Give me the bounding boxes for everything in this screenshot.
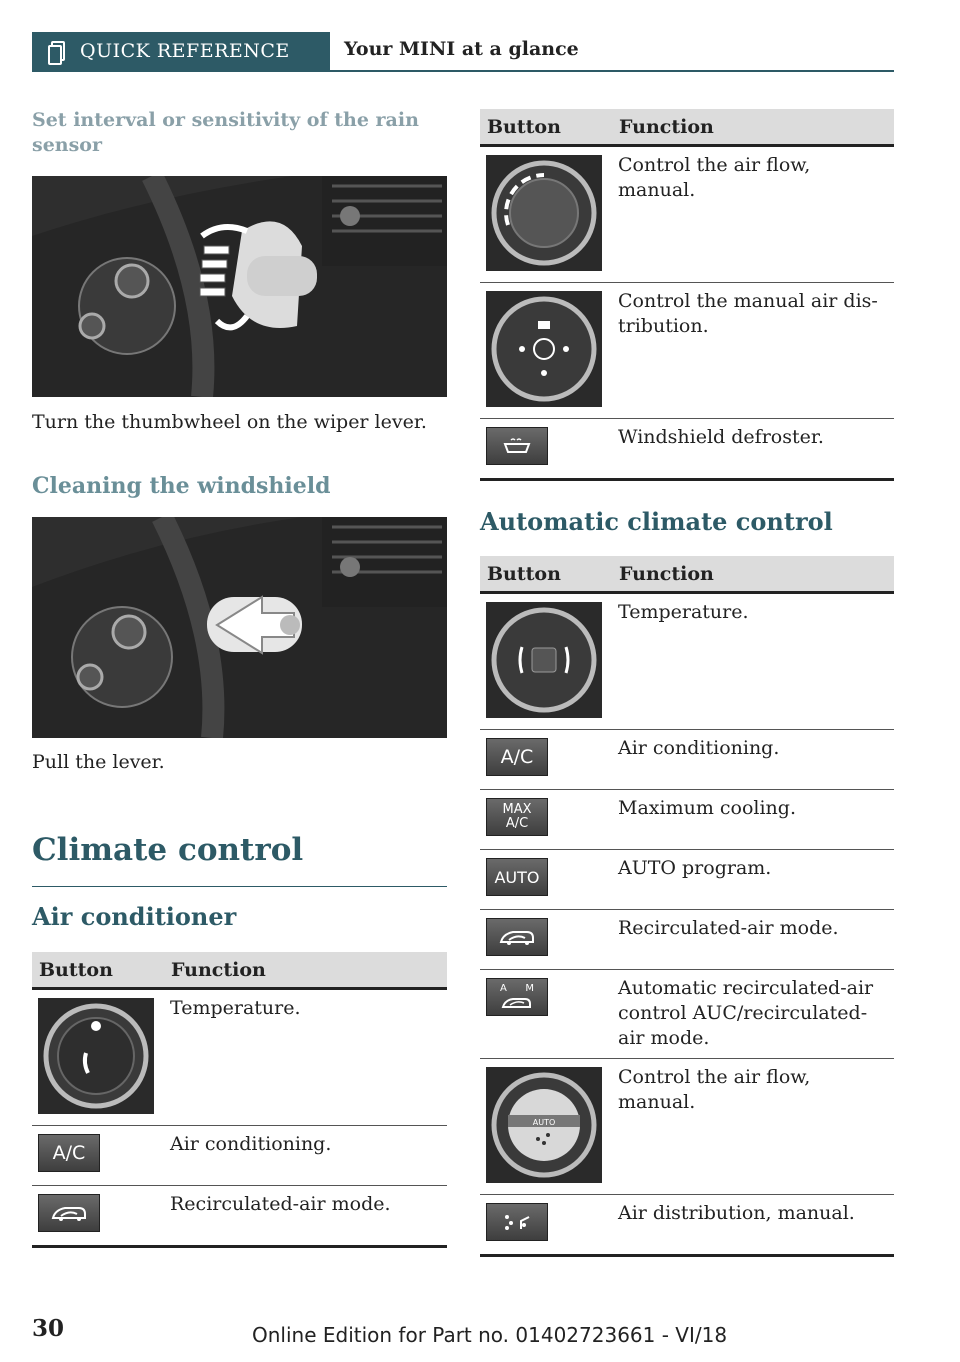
fn-line: tribution. [618,315,709,337]
section-tab-label: QUICK REFERENCE [80,40,290,62]
auto-air-flow-knob-icon [486,1067,602,1183]
table-row [480,594,894,730]
ac-label: A/C [505,816,529,831]
fn-line: control AUC/recirculated- [618,1002,868,1024]
max-label: MAX [502,802,532,817]
table-row [32,1186,447,1248]
table-row [480,1195,894,1257]
quick-reference-icon [48,41,62,61]
row-function: Temperature. [618,601,749,623]
page-number: 30 [32,1315,65,1342]
row-function: Recirculated-air mode. [618,917,839,939]
table-row [480,790,894,850]
a-label: A [500,983,507,994]
row-function: Air conditioning. [170,1133,332,1155]
temperature-knob-icon [38,998,154,1114]
manual-table-header [480,109,894,147]
auto-button-icon: AUTO [486,858,548,896]
auc-recirculation-icon [486,978,548,1016]
rain-caption: Turn the thumbwheel on the wiper lever. [32,411,427,433]
row-function: Air conditioning. [618,737,780,759]
row-function [618,976,886,1051]
rain-sensor-heading: Set interval or sensitivity of the rain sensor [32,109,419,156]
table-row [480,730,894,790]
row-function: Windshield defroster. [618,426,824,448]
table-row [480,850,894,910]
table-row [32,990,447,1126]
m-label: M [525,983,534,994]
auto-climate-heading: Automatic climate control [480,507,833,536]
clean-caption: Pull the lever. [32,751,165,773]
cleaning-heading: Cleaning the windshield [32,473,331,499]
ac-table-header [32,952,447,990]
max-ac-button-icon [486,798,548,836]
manual-climate-table [480,109,894,481]
recirculation-icon [486,918,548,956]
row-function [618,289,886,339]
row-function: Maximum cooling. [618,797,796,819]
wiper-pull-photo [32,517,447,738]
auto-knob-label: AUTO [532,1118,556,1127]
col-button: Button [39,958,113,981]
air-distribution-knob-icon [486,291,602,407]
table-row [480,910,894,970]
fn-line: Control the manual air dis- [618,290,878,312]
air-distribution-button-icon [486,1203,548,1241]
table-row [480,283,894,419]
col-function: Function [619,115,714,138]
row-function: Air distribution, manual. [618,1202,855,1224]
table-row [480,1059,894,1195]
row-function: AUTO program. [618,857,772,879]
climate-heading: Climate control [32,832,447,887]
auto-temperature-knob-icon [486,602,602,718]
row-function: Temperature. [170,997,301,1019]
table-row [32,1126,447,1186]
row-function: Control the air flow, manual. [618,154,811,201]
recirculation-icon [38,1194,100,1232]
col-function: Function [619,562,714,585]
section-tab[interactable] [32,32,330,70]
edition-note: Online Edition for Part no. 01402723661 - VI/18 [252,1323,728,1347]
ac-button-icon: A/C [38,1134,100,1172]
fn-line: air mode. [618,1027,710,1049]
air-flow-knob-icon [486,155,602,271]
auto-table-header [480,556,894,594]
row-function: Control the air flow, manual. [618,1066,811,1113]
auto-climate-table [480,556,894,1257]
col-button: Button [487,562,561,585]
page-header [32,32,894,72]
table-row [480,970,894,1059]
ac-table [32,952,447,1248]
col-function: Function [171,958,266,981]
col-button: Button [487,115,561,138]
chapter-title: Your MINI at a glance [344,38,579,60]
ac-heading: Air conditioner [32,902,237,931]
fn-line: Automatic recirculated-air [618,977,874,999]
wiper-thumbwheel-photo [32,176,447,397]
row-function: Recirculated-air mode. [170,1193,391,1215]
ac-button-icon: A/C [486,738,548,776]
table-row [480,419,894,481]
defroster-icon [486,427,548,465]
table-row [480,147,894,283]
